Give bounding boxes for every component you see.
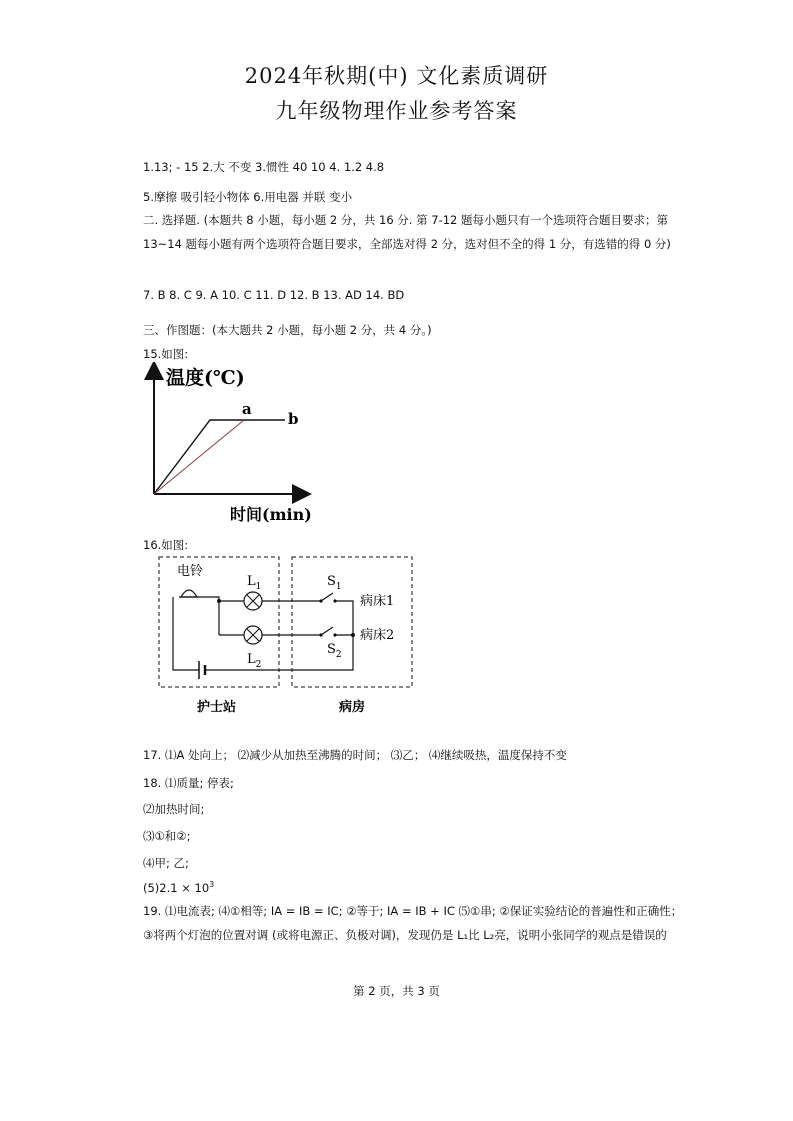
page-footer: 第 2 页，共 3 页: [353, 984, 440, 998]
answer-19: 19. ⑴电流表; ⑷①相等; IA = IB = IC; ②等于; IA = IB + IC ⑸①串; ②保证实验结论的普遍性和正确性； ③将两个灯泡的位置对调 (或将电源正、负极对调)，发现仍是 L₁比 L₂亮，说明小张同学的观点是错误的: [143, 904, 683, 942]
q16-label: 16.如图:: [143, 538, 189, 552]
lamp-l2-label: $L_2$: [247, 652, 262, 670]
circuit-diagram: [155, 553, 425, 718]
ward-box: [292, 557, 412, 687]
answer-18-3: ⑶①和②;: [143, 829, 191, 843]
q15-label: 15.如图:: [143, 347, 189, 361]
y-axis-label: 温度(℃): [166, 367, 245, 389]
answers-7-14: 7. B 8. C 9. A 10. C 11. D 12. B 13. AD 14. BD: [143, 288, 405, 302]
section-2-heading: 二. 选择题. (本题共 8 小题，每小题 2 分，共 16 分. 第 7-12 题每小题只有一个选项符合题目要求；第 13~14 题每小题有两个选项符合题目要求，全部选对得 2 分，选对但不全的得 1 分，有选错的得 0 分): [143, 213, 671, 251]
document-title-line2: 九年级物理作业参考答案: [275, 99, 518, 123]
curve-a-label: a: [242, 400, 252, 418]
answer-18-4: ⑷甲; 乙;: [143, 856, 189, 870]
switch-s2-label: $S_2$: [327, 642, 342, 660]
ward-label: 病房: [339, 700, 366, 715]
switch-s1-label: $S_1$: [327, 574, 342, 592]
curve-b-label: b: [288, 410, 299, 428]
section-3-heading: 三、作图题：(本大题共 2 小题，每小题 2 分，共 4 分。): [143, 323, 432, 337]
lamp-l1-icon: [244, 592, 262, 610]
lamp-l1-label: $L_1$: [247, 574, 262, 592]
curve-b: [154, 420, 285, 494]
answer-18-5: $(5)2.1 \times 10^3$: [143, 880, 215, 895]
temperature-time-graph: [140, 362, 320, 527]
switch-s2-icon: [319, 627, 336, 637]
lamp-l2-icon: [244, 626, 262, 644]
nurse-station-label: 护士站: [197, 700, 237, 715]
answers-1-4: 1.13; - 15 2.大 不变 3.惯性 40 10 4. 1.2 4.8: [143, 160, 385, 174]
bell-icon: [179, 590, 199, 597]
bell-label: 电铃: [177, 564, 204, 579]
bed1-label: 病床1: [360, 594, 395, 609]
document-title-line1: 2024年秋期(中) 文化素质调研: [244, 64, 549, 88]
answer-17: 17. ⑴A 处向上； ⑵减少从加热至沸腾的时间； ⑶乙； ⑷继续吸热，温度保持不变: [143, 748, 567, 762]
answer-18-2: ⑵加热时间;: [143, 802, 205, 816]
curve-a: [154, 420, 244, 494]
x-axis-label: 时间(min): [230, 505, 312, 524]
bed2-label: 病床2: [360, 628, 395, 643]
answers-5-6: 5.摩擦 吸引轻小物体 6.用电器 并联 变小: [143, 190, 353, 204]
switch-s1-icon: [319, 593, 336, 603]
answer-18-1: 18. ⑴质量; 停表;: [143, 776, 234, 790]
battery-icon: [199, 661, 205, 679]
